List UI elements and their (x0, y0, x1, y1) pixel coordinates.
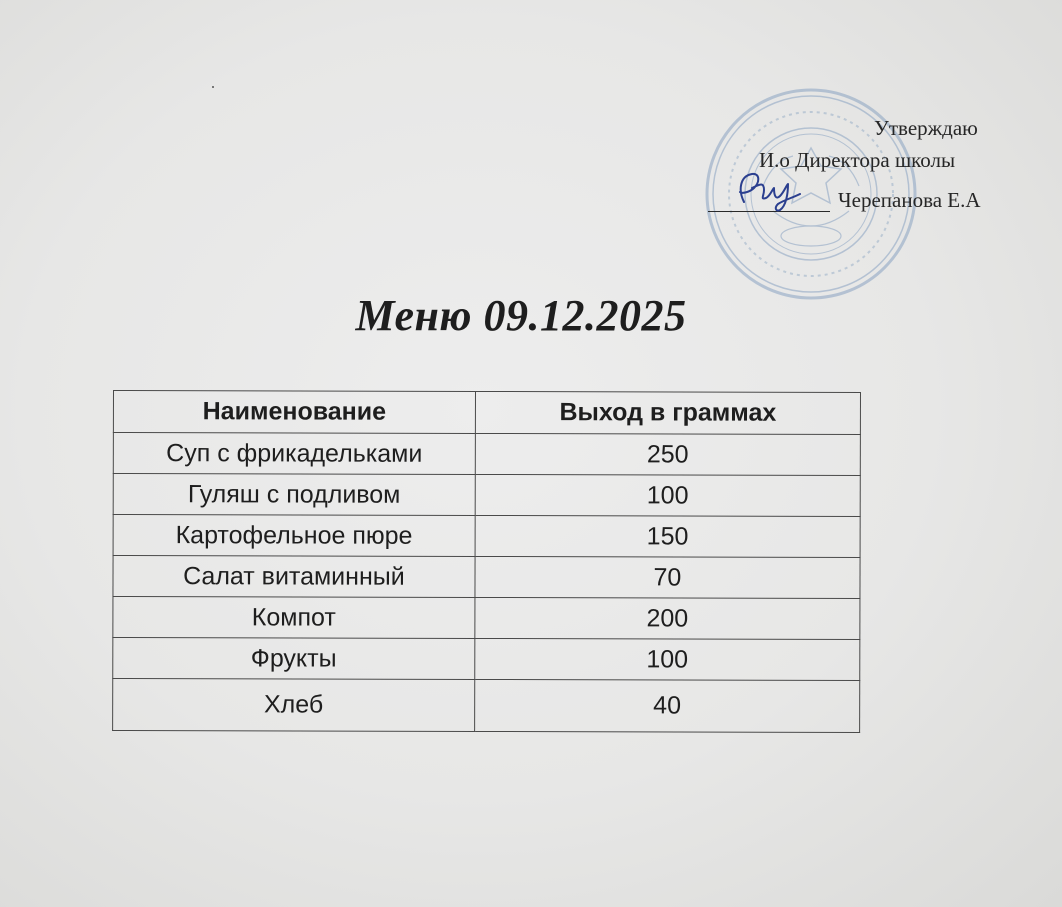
column-header-name: Наименование (113, 391, 475, 434)
approval-signature-line (700, 184, 1030, 216)
dish-weight: 150 (475, 515, 860, 557)
dish-weight: 70 (475, 556, 860, 598)
table-row (113, 597, 860, 640)
approval-heading: Утверждаю (874, 116, 978, 140)
table-row (113, 638, 860, 681)
table-row (113, 433, 860, 476)
dish-weight: 100 (475, 638, 860, 680)
dish-weight: 250 (475, 433, 860, 475)
dish-weight: 40 (474, 679, 859, 732)
dish-name: Хлеб (113, 679, 475, 732)
menu-title: Меню 09.12.2025 (355, 291, 687, 340)
dish-name: Салат витаминный (113, 556, 475, 598)
table-row (113, 515, 860, 558)
table-header-row (113, 391, 860, 435)
column-header-weight: Выход в граммах (475, 391, 860, 434)
dish-weight: 100 (475, 474, 860, 516)
director-name: Черепанова Е.А (838, 188, 981, 212)
table-row (113, 679, 860, 733)
table-row (113, 556, 860, 599)
approval-position: И.о Директора школы (759, 148, 956, 172)
dish-name: Картофельное пюре (113, 515, 475, 557)
paper-speck (212, 86, 214, 88)
dish-name: Компот (113, 597, 475, 639)
handwritten-signature-icon (730, 168, 802, 222)
dish-weight: 200 (475, 597, 860, 639)
dish-name: Гуляш с подливом (113, 474, 475, 516)
dish-name: Фрукты (113, 638, 475, 680)
dish-name: Суп с фрикадельками (113, 433, 475, 475)
table-row (113, 474, 860, 517)
menu-table (112, 390, 861, 733)
